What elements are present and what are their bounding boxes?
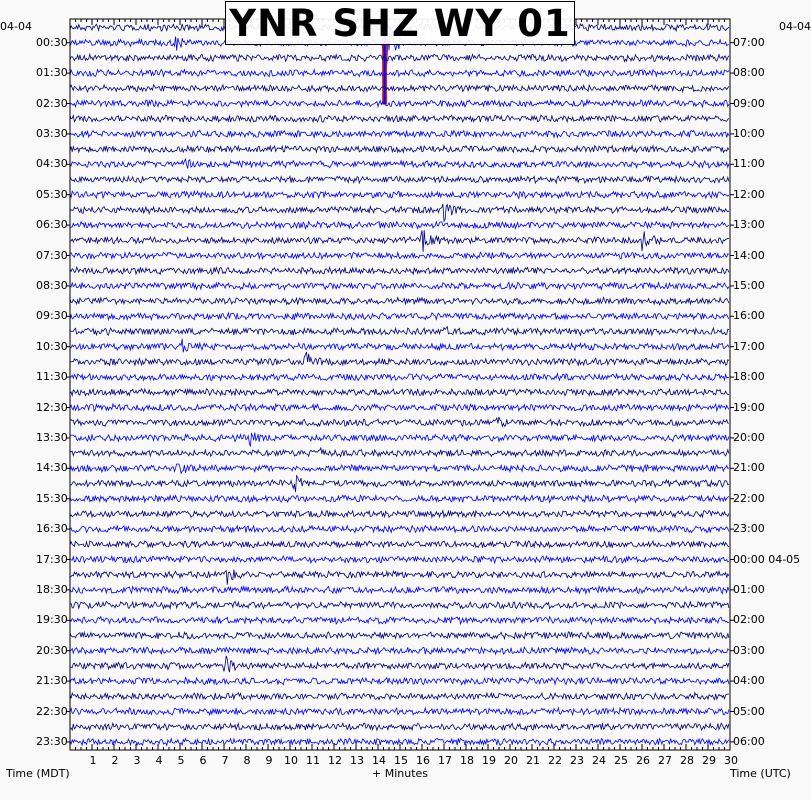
seismic-trace xyxy=(70,632,729,639)
y-tick-label-left: 08:30 xyxy=(36,278,68,292)
y-tick-label-right: 09:00 xyxy=(733,96,765,110)
seismic-trace xyxy=(70,510,729,517)
seismic-trace xyxy=(70,404,729,411)
x-tick-label: 24 xyxy=(592,754,606,767)
seismic-trace xyxy=(70,389,729,396)
y-axis-label-right: Time (UTC) xyxy=(730,767,791,780)
y-tick-label-right: 15:00 xyxy=(733,278,765,292)
x-tick-label: 16 xyxy=(416,754,430,767)
seismic-trace xyxy=(70,159,729,168)
y-tick-label-left: 02:30 xyxy=(36,96,68,110)
y-tick-label-left: 23:30 xyxy=(36,734,68,748)
seismic-traces xyxy=(70,20,729,745)
seismic-trace xyxy=(70,230,729,252)
y-tick-label-right: 12:00 xyxy=(733,187,765,201)
seismic-trace xyxy=(70,267,729,274)
y-tick-label-right: 10:00 xyxy=(733,126,765,140)
y-tick-label-right: 16:00 xyxy=(733,309,765,323)
x-tick-label: 30 xyxy=(724,754,738,767)
y-tick-label-left: 01:30 xyxy=(36,66,68,80)
title-box xyxy=(225,1,575,45)
y-tick-label-left: 16:30 xyxy=(36,522,68,536)
y-tick-label-left: 12:30 xyxy=(36,400,68,414)
y-tick-label-left: 07:30 xyxy=(36,248,68,262)
y-tick-label-left: 03:30 xyxy=(36,126,68,140)
y-tick-label-right: 05:00 xyxy=(733,704,765,718)
x-tick-label: 9 xyxy=(265,754,273,767)
x-tick-label: 29 xyxy=(702,754,716,767)
seismic-trace xyxy=(70,417,729,426)
y-tick-label-right: 14:00 xyxy=(733,248,765,262)
seismic-trace xyxy=(70,723,729,730)
y-tick-label-left: 18:30 xyxy=(36,582,68,596)
y-tick-label-right: 22:00 xyxy=(733,491,765,505)
seismic-trace xyxy=(70,130,729,137)
y-tick-label-left: 04:30 xyxy=(36,157,68,171)
seismic-trace xyxy=(70,656,729,672)
x-tick-label: 6 xyxy=(199,754,207,767)
x-tick-label: 21 xyxy=(526,754,540,767)
start-date-right: 04-04 xyxy=(779,20,811,33)
seismic-trace xyxy=(70,327,729,336)
y-tick-label-left: 17:30 xyxy=(36,552,68,566)
seismic-trace xyxy=(70,602,729,609)
seismic-trace xyxy=(70,448,729,457)
y-tick-label-left: 15:30 xyxy=(36,491,68,505)
start-date-left: 04-04 xyxy=(0,20,32,33)
x-tick-label: 8 xyxy=(243,754,251,767)
y-tick-label-right: 04:00 xyxy=(733,674,765,688)
y-tick-label-left: 22:30 xyxy=(36,704,68,718)
seismic-trace xyxy=(70,495,729,502)
seismic-trace xyxy=(70,570,729,585)
seismic-trace xyxy=(70,115,729,122)
y-tick-label-right: 11:00 xyxy=(733,157,765,171)
seismic-trace xyxy=(70,282,729,289)
seismic-trace xyxy=(70,678,729,685)
y-tick-label-right: 21:00 xyxy=(733,461,765,475)
y-axis-label-left: Time (MDT) xyxy=(6,767,70,780)
y-tick-label-left: 10:30 xyxy=(36,339,68,353)
tick-marks xyxy=(66,19,734,750)
seismic-trace xyxy=(70,176,729,183)
x-tick-label: 1 xyxy=(89,754,97,767)
seismic-trace xyxy=(70,100,729,107)
x-tick-label: 15 xyxy=(394,754,408,767)
y-tick-label-left: 19:30 xyxy=(36,613,68,627)
y-tick-label-right: 06:00 xyxy=(733,734,765,748)
y-tick-label-right: 19:00 xyxy=(733,400,765,414)
seismic-trace xyxy=(70,54,729,61)
seismic-trace xyxy=(70,693,729,700)
y-tick-label-right: 07:00 xyxy=(733,35,765,49)
seismic-trace xyxy=(70,298,729,305)
seismic-trace xyxy=(70,85,729,92)
x-tick-label: 18 xyxy=(460,754,474,767)
x-tick-label: 25 xyxy=(614,754,628,767)
y-tick-label-right: 00:00 04-05 xyxy=(733,552,801,566)
x-tick-label: 3 xyxy=(133,754,141,767)
seismic-trace xyxy=(70,70,729,77)
x-tick-label: 17 xyxy=(438,754,452,767)
seismic-trace xyxy=(70,433,729,447)
y-tick-label-left: 09:30 xyxy=(36,309,68,323)
y-tick-label-right: 23:00 xyxy=(733,522,765,536)
x-tick-label: 19 xyxy=(482,754,496,767)
seismic-trace xyxy=(70,526,729,533)
y-tick-label-left: 20:30 xyxy=(36,643,68,657)
x-tick-label: 5 xyxy=(177,754,185,767)
x-tick-label: 27 xyxy=(658,754,672,767)
x-tick-label: 20 xyxy=(504,754,518,767)
seismic-trace xyxy=(70,708,729,715)
x-axis-label: + Minutes xyxy=(372,767,429,780)
y-tick-label-left: 06:30 xyxy=(36,218,68,232)
seismic-trace xyxy=(70,146,729,153)
seismic-trace xyxy=(70,541,729,548)
seismic-trace xyxy=(70,204,729,221)
x-tick-label: 13 xyxy=(350,754,364,767)
chart-title: YNR SHZ WY 01 xyxy=(229,1,571,45)
y-tick-label-left: 21:30 xyxy=(36,674,68,688)
seismic-trace xyxy=(70,352,729,366)
seismic-trace xyxy=(70,222,729,229)
y-tick-label-right: 08:00 xyxy=(733,66,765,80)
y-tick-label-right: 01:00 xyxy=(733,582,765,596)
y-tick-label-left: 14:30 xyxy=(36,461,68,475)
y-tick-label-right: 17:00 xyxy=(733,339,765,353)
x-tick-label: 23 xyxy=(570,754,584,767)
x-tick-label: 12 xyxy=(328,754,342,767)
x-tick-label: 2 xyxy=(111,754,119,767)
x-tick-label: 22 xyxy=(548,754,562,767)
seismic-trace xyxy=(70,464,729,474)
x-tick-label: 14 xyxy=(372,754,386,767)
y-tick-label-left: 00:30 xyxy=(36,35,68,49)
y-tick-label-left: 11:30 xyxy=(36,370,68,384)
x-tick-label: 11 xyxy=(306,754,320,767)
x-tick-label: 7 xyxy=(221,754,229,767)
seismic-trace xyxy=(70,647,729,654)
y-tick-label-left: 05:30 xyxy=(36,187,68,201)
plot-frame xyxy=(70,19,730,750)
x-tick-label: 28 xyxy=(680,754,694,767)
y-tick-label-left: 13:30 xyxy=(36,430,68,444)
seismic-trace xyxy=(70,191,729,198)
seismic-trace xyxy=(70,374,729,381)
seismic-trace xyxy=(70,313,729,320)
y-tick-label-right: 20:00 xyxy=(733,430,765,444)
seismic-trace xyxy=(70,339,729,353)
seismic-trace xyxy=(70,252,729,259)
y-tick-label-right: 03:00 xyxy=(733,643,765,657)
x-tick-label: 26 xyxy=(636,754,650,767)
seismic-trace xyxy=(70,617,729,624)
seismic-trace xyxy=(70,476,729,493)
y-tick-label-right: 18:00 xyxy=(733,370,765,384)
seismic-trace xyxy=(70,586,729,593)
x-tick-label: 10 xyxy=(284,754,298,767)
seismic-trace xyxy=(70,556,729,563)
x-tick-label: 4 xyxy=(155,754,163,767)
y-tick-label-right: 13:00 xyxy=(733,218,765,232)
y-tick-label-right: 02:00 xyxy=(733,613,765,627)
seismic-trace xyxy=(70,738,729,745)
